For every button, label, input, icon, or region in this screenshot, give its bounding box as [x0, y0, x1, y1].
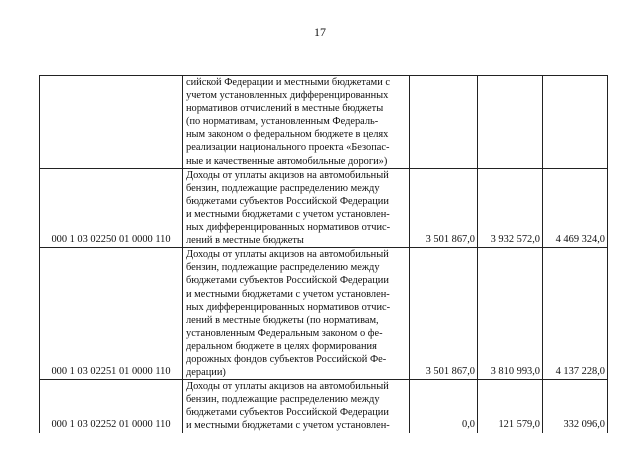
value-cell-1: 3 501 867,0: [410, 248, 478, 380]
value-cell-3: 332 096,0: [543, 380, 608, 433]
budget-revenue-table: [39, 75, 608, 433]
value-cell-2: 121 579,0: [478, 380, 543, 433]
table-row: [40, 168, 608, 248]
description-cell: Доходы от уплаты акцизов на автомобильный бензин, подлежащие распределению между бюджетами субъектов Российской Федерации и местными бюджетами с учетом установлен- ных дифференцированных нормативов отчис- лений в местные бюджеты (по нормативам, установленным Федеральным законом о фе- деральном бюджете в целях формирования дорожных фондов субъектов Российской Фе- дерации): [183, 248, 410, 380]
value-cell-1: 0,0: [410, 380, 478, 433]
value-cell-3: 4 137 228,0: [543, 248, 608, 380]
description-cell: сийской Федерации и местными бюджетами с учетом установленных дифференцированных нормативов отчислений в местные бюджеты (по нормативам, установленным Федераль- ным законом о федеральном бюджете в целях реализации национального проекта «Безопас- ные и качественные автомобильные дороги»): [183, 76, 410, 169]
description-cell: Доходы от уплаты акцизов на автомобильный бензин, подлежащие распределению между бюджетами субъектов Российской Федерации и местными бюджетами с учетом установлен- ных дифференцированных нормативов отчис- лений в местные бюджеты: [183, 168, 410, 248]
budget-code-cell: 000 1 03 02252 01 0000 110: [40, 380, 183, 433]
value-cell-2: 3 932 572,0: [478, 168, 543, 248]
value-cell-1: 3 501 867,0: [410, 168, 478, 248]
value-cell-2: 3 810 993,0: [478, 248, 543, 380]
page-number: 17: [314, 25, 326, 39]
table-row: [40, 248, 608, 380]
table-row: [40, 76, 608, 169]
budget-code-cell: 000 1 03 02250 01 0000 110: [40, 168, 183, 248]
value-cell-1: [410, 76, 478, 169]
value-cell-3: 4 469 324,0: [543, 168, 608, 248]
budget-code-cell: [40, 76, 183, 169]
value-cell-2: [478, 76, 543, 169]
table-row: [40, 380, 608, 433]
value-cell-3: [543, 76, 608, 169]
budget-code-cell: 000 1 03 02251 01 0000 110: [40, 248, 183, 380]
description-cell: Доходы от уплаты акцизов на автомобильный бензин, подлежащие распределению между бюджетами субъектов Российской Федерации и местными бюджетами с учетом установлен-: [183, 380, 410, 433]
